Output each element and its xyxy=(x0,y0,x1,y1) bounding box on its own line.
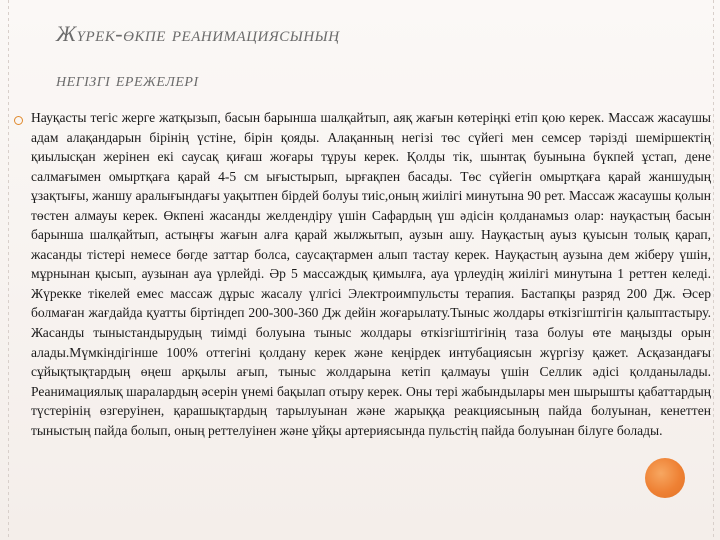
slide-title-line2: негізгі ережелері xyxy=(56,69,199,91)
right-dotted-border xyxy=(713,0,714,540)
left-dotted-border xyxy=(8,0,9,540)
slide-body-text: Науқасты тегіс жерге жатқызып, басын барынша шалқайтып, аяқ жағын көтеріңкі етіп қою керек. Массаж жасаушы адам алақандарын бірінің үстіне, бірін қояды. Алақанның негізі төс сүйегі мен семсер тәрізді шеміршектің қиылысқан жерінен екі саусақ қиғаш жоғары тұруы керек. Қолды тік, шынтақ буынына бүкпей ұстап, дене салмағымен омыртқаға қарай 4-5 см ығыстырып, ырғақпен басады. Төс сүйегін омыртқаға қарай жаншудың ұзақтығы, жаншу аралығындағы уақытпен бірдей болуы тиіс,оның жиілігі минутына 90 рет. Массаж жасаушы қолын төстен алмауы керек. Өкпені жасанды желдендіру үшін Сафардың үш әдісін қолданамыз олар: науқастың басын барынша шалқайтып, астыңғы жағын алға қарай жылжытып, аузын ашу. Науқастың ауыз қуысын толық қарап, жасанды тістері немесе бөгде заттар болса, саусақтармен алып тастау керек. Науқастың аузына дем жіберу үшін, мұрнынан қысып, аузынан ауа үрлейді. Әр 5 массаждық қимылға, ауа үрлеудің жиілігі минутына 1 реттен келеді. Жүрекке тікелей емес массаж дұрыс жасалу үлгісі Электроимпульсты терапия. Бастапқы разряд 200 Дж. Әсер болмаған жағдайда қуатты біртіндеп 200-300-360 Дж дейін жоғарылату.Тыныс жолдары өткізгіштігін қалыптастыру. Жасанды тыныстандырудың тиімді болуына тыныс жолдары өткізгіштігінің таза болуы өте маңызды орын алады.Мүмкіндігінше 100% оттегіні қолдану керек және кеңірдек интубациясын жүргізу қажет. Асқазандағы сұйықтықтардың өңеш арқылы ағып, тыныс жолдарына кетіп қалмауы үшін Селлик әдісі қолданылады. Реанимациялық шаралардың әсерін үнемі бақылап отыру керек. Оны тері жабындылары мен шырышты қабаттардың түстерінің өзгеруінен, қарашықтардың тарылуынан және жарыққа реакциясының пайда болуынан, кенеттен тыныстың пайда болып, оның реттелуінен және ұйқы артериясында пульстің пайда болуынан білуге болады. xyxy=(31,110,711,438)
orange-circle-decoration xyxy=(645,458,685,498)
slide-title-line1: Жүрек-өкпе реанимациясының xyxy=(56,21,340,46)
slide-title xyxy=(56,14,676,100)
bullet-icon xyxy=(14,116,23,125)
